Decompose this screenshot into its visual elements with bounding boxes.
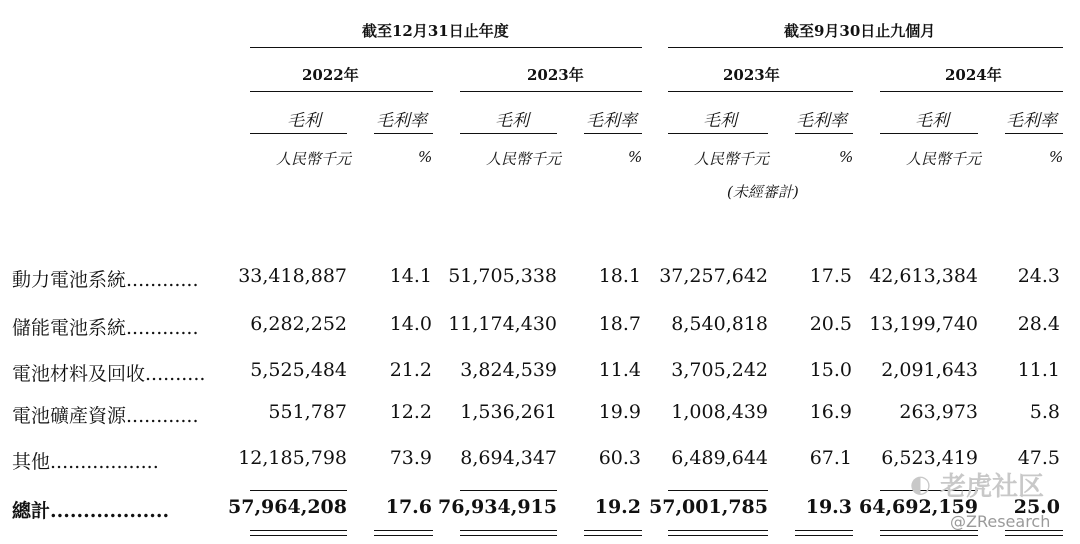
cell-gross-profit: 1,008,439 [671,401,768,423]
total-top-rule [460,490,557,491]
col-gross-profit: 毛利 [287,111,321,131]
row-label-text: 動力電池系統 [12,269,127,291]
total-top-rule [250,490,347,491]
cell-margin: 18.1 [598,265,641,287]
watermark-logo-icon: ◐ [910,470,931,498]
cell-gross-profit: 5,525,484 [250,359,347,381]
row-label [12,359,205,386]
col-gross-profit: 毛利 [703,111,737,131]
unit-pct: % [418,148,433,166]
total-double-rule [668,530,768,531]
total-label [12,496,169,523]
cell-margin: 19.9 [598,401,641,423]
sub-underline [1005,133,1063,134]
year-2023-9m: 2023年 [723,66,780,84]
row-label-text: 電池礦產資源 [12,405,127,427]
cell-gross-profit: 3,705,242 [671,359,768,381]
unit-rmb: 人民幣千元 [276,150,352,168]
total-double-rule [250,535,347,536]
cell-margin: 19.2 [594,496,641,518]
unit-pct: % [839,148,854,166]
unit-pct: % [1049,148,1064,166]
cell-margin: 73.9 [389,447,432,469]
cell-gross-profit: 6,523,419 [881,447,978,469]
header-nine-months: 截至9月30日止九個月 [784,22,936,40]
leader-dots: .................. [50,451,159,473]
cell-gross-profit: 8,540,818 [671,313,768,335]
watermark-handle: @ZResearch [950,512,1051,531]
year-underline-2023 [460,91,642,92]
sub-underline [584,133,642,134]
sub-underline [460,133,557,134]
cell-margin: 5.8 [1029,401,1060,423]
unit-rmb: 人民幣千元 [906,150,982,168]
cell-gross-profit: 8,694,347 [460,447,557,469]
watermark-brand: 老虎社区 [940,472,1045,502]
cell-margin: 21.2 [389,359,432,381]
year-2023-full: 2023年 [527,66,584,84]
col-gross-profit: 毛利 [495,111,529,131]
row-label [12,447,159,474]
total-double-rule [1005,535,1063,536]
row-label-text: 總計 [12,500,51,522]
total-double-rule [795,535,853,536]
row-label-text: 電池材料及回收 [12,363,146,385]
sub-underline [668,133,768,134]
cell-margin: 17.6 [385,496,432,518]
cell-margin: 20.5 [809,313,852,335]
col-gross-profit: 毛利 [915,111,949,131]
leader-dots: ............ [126,405,199,427]
cell-margin: 60.3 [598,447,641,469]
col-margin: 毛利率 [376,111,427,131]
cell-gross-profit: 12,185,798 [238,447,347,469]
cell-gross-profit: 263,973 [899,401,978,423]
cell-gross-profit: 33,418,887 [238,265,347,287]
leader-dots: .................. [50,500,170,522]
total-double-rule [374,530,433,531]
total-double-rule [374,535,433,536]
year-2024-9m: 2024年 [945,66,1002,84]
cell-gross-profit: 57,001,785 [649,496,768,518]
row-label [12,401,199,428]
col-margin: 毛利率 [586,111,637,131]
cell-gross-profit: 64,692,159 [859,496,978,518]
leader-dots: ............ [126,269,199,291]
unit-pct: % [628,148,643,166]
cell-margin: 24.3 [1017,265,1060,287]
cell-margin: 17.5 [809,265,852,287]
cell-margin: 15.0 [809,359,852,381]
cell-gross-profit: 42,613,384 [869,265,978,287]
cell-gross-profit: 6,282,252 [250,313,347,335]
unit-rmb: 人民幣千元 [694,150,770,168]
total-double-rule [460,535,557,536]
row-label [12,313,199,340]
total-double-rule [460,530,557,531]
group2-underline [668,47,1063,48]
row-label [12,265,199,292]
year-underline-2022 [250,91,433,92]
cell-gross-profit: 551,787 [268,401,347,423]
total-double-rule [584,530,642,531]
year-underline-2024-9m [880,91,1063,92]
unit-rmb: 人民幣千元 [486,150,562,168]
cell-gross-profit: 13,199,740 [869,313,978,335]
total-double-rule [795,530,853,531]
sub-underline [795,133,853,134]
cell-gross-profit: 6,489,644 [671,447,768,469]
col-margin: 毛利率 [796,111,847,131]
cell-gross-profit: 11,174,430 [448,313,557,335]
cell-gross-profit: 51,705,338 [448,265,557,287]
total-double-rule [668,535,768,536]
sub-underline [374,133,433,134]
year-underline-2023-9m [668,91,853,92]
cell-gross-profit: 37,257,642 [659,265,768,287]
cell-gross-profit: 1,536,261 [460,401,557,423]
cell-gross-profit: 57,964,208 [228,496,347,518]
cell-margin: 11.4 [598,359,641,381]
leader-dots: ............ [126,317,199,339]
cell-margin: 11.1 [1017,359,1060,381]
col-margin: 毛利率 [1006,111,1057,131]
header-year-ended: 截至12月31日止年度 [362,22,509,40]
cell-margin: 16.9 [809,401,852,423]
cell-gross-profit: 3,824,539 [460,359,557,381]
row-label-text: 儲能電池系統 [12,317,127,339]
year-2022: 2022年 [302,66,359,84]
total-double-rule [584,535,642,536]
cell-gross-profit: 2,091,643 [881,359,978,381]
total-double-rule [250,530,347,531]
sub-underline [250,133,347,134]
cell-margin: 14.1 [389,265,432,287]
cell-margin: 67.1 [809,447,852,469]
row-label-text: 其他 [12,451,51,473]
cell-gross-profit: 76,934,915 [438,496,557,518]
cell-margin: 14.0 [389,313,432,335]
total-double-rule [880,535,978,536]
sub-underline [880,133,978,134]
cell-margin: 12.2 [389,401,432,423]
cell-margin: 47.5 [1017,447,1060,469]
cell-margin: 19.3 [805,496,852,518]
cell-margin: 28.4 [1017,313,1060,335]
total-top-rule [668,490,768,491]
cell-margin: 25.0 [1013,496,1060,518]
group1-underline [250,47,642,48]
leader-dots: .......... [145,363,206,385]
unaudited-note: (未經審計) [727,183,799,201]
cell-margin: 18.7 [598,313,641,335]
